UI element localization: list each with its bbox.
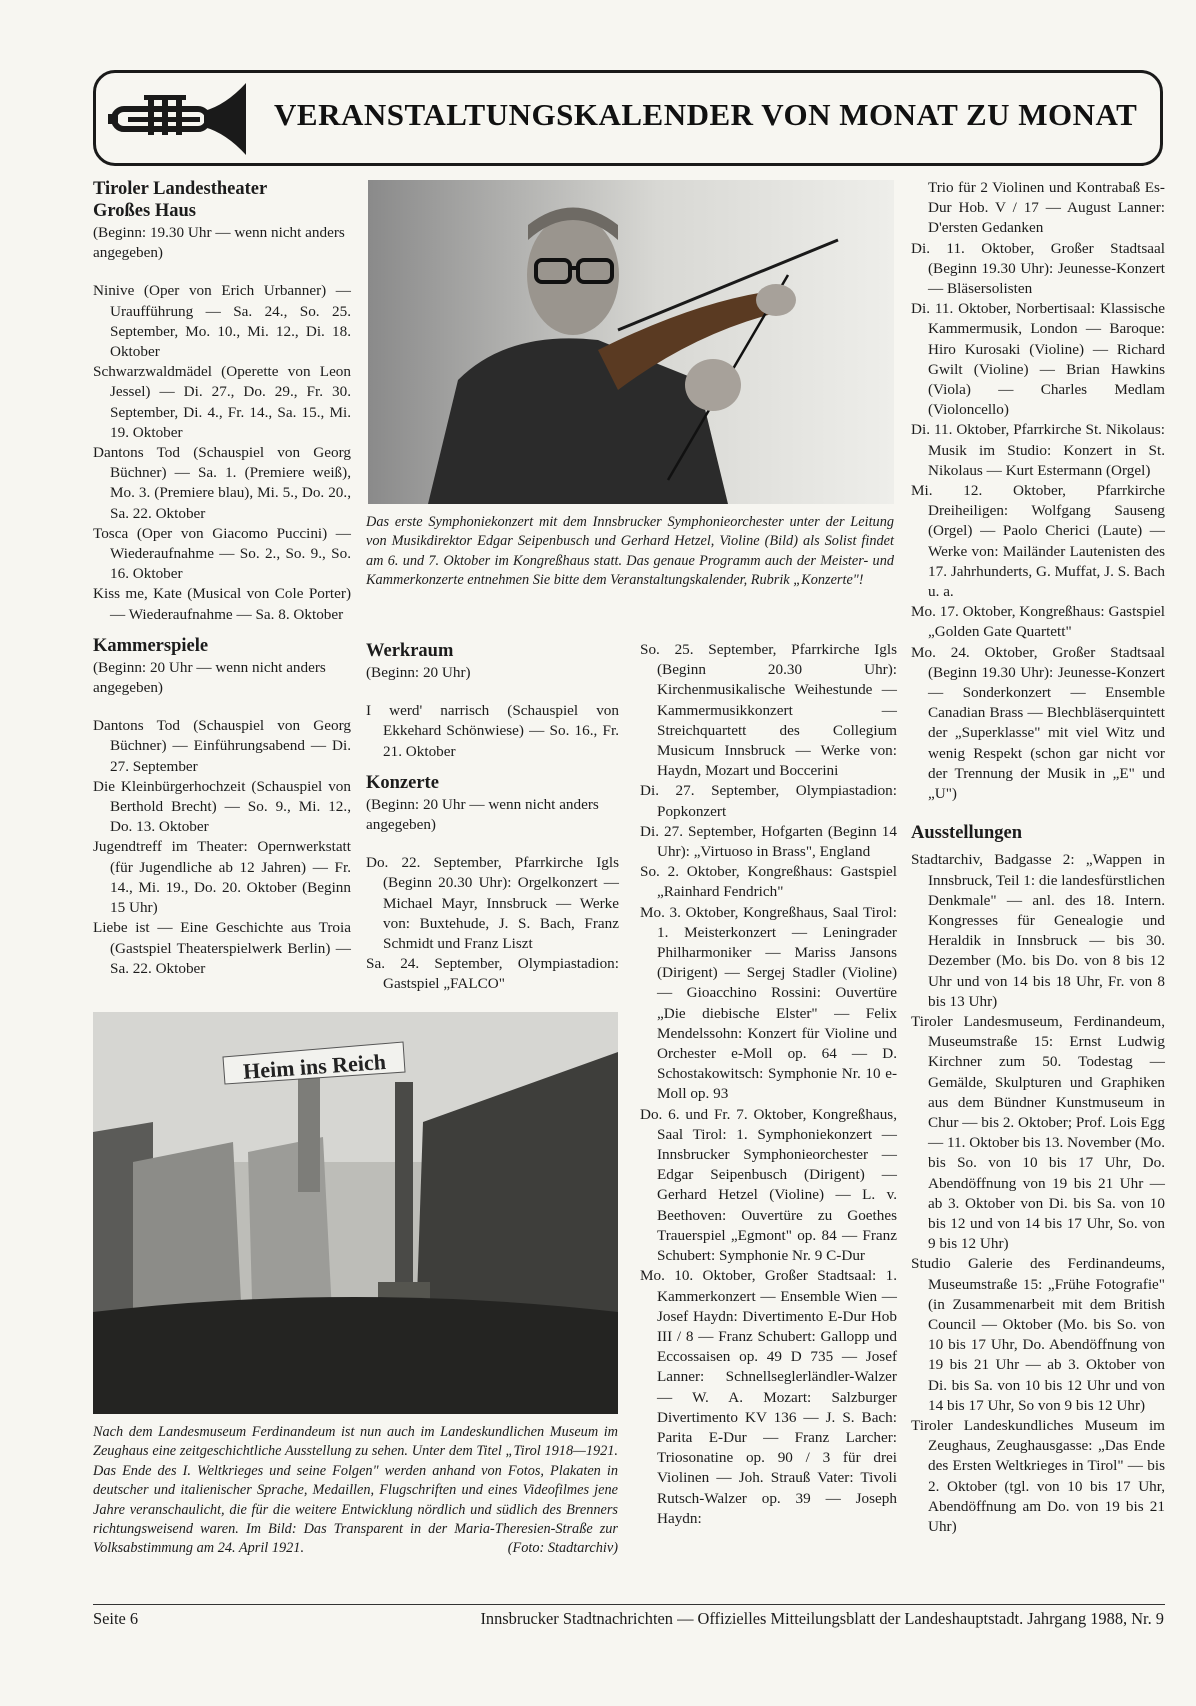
continued-entry: Trio für 2 Violinen und Kontrabaß Es-Dur Hob. V / 17 — August Lanner: D'ersten Gedanken — [928, 179, 1165, 237]
list-item: Di. 11. Oktober, Pfarrkirche St. Nikolaus: Musik im Studio: Konzert in St. Nikolaus — Kurt Estermann (Orgel) — [911, 421, 1165, 479]
list-item: Liebe ist — Eine Geschichte aus Troia (Gastspiel Theaterspielwerk Berlin) — Sa. 22. Oktober — [93, 919, 351, 977]
column-theater — [93, 178, 351, 979]
list-item: Ninive (Oper von Erich Urbanner) — Uraufführung — Sa. 24., So. 25. September, Mo. 10., Mi. 12., Di. 18. Oktober — [93, 282, 351, 361]
list-item: Tosca (Oper von Giacomo Puccini) — Wiederaufnahme — So. 2., So. 9., So. 16. Oktober — [93, 524, 351, 583]
page-number: Seite 6 — [93, 1609, 139, 1628]
column-konzerte-ausstellungen — [911, 178, 1165, 1537]
section-subtitle-grosses-haus: Großes Haus — [93, 201, 196, 221]
violinist-illustration — [368, 180, 894, 504]
kammer-entry-list — [93, 716, 351, 979]
historic-street-photo — [93, 1012, 618, 1414]
section-note: (Beginn: 20 Uhr — wenn nicht anders angegeben) — [93, 658, 326, 697]
trumpet-icon — [108, 81, 258, 157]
list-item: Studio Galerie des Ferdinandeums, Museumstraße 15: „Frühe Fotografie" (in Zusammenarbeit mit dem British Council — Oktober (Mo. bis So. von 10 bis 17 Uhr, Do. Abendöffnung von 19 bis 21 Uhr — ab 3. Oktober von Di. bis Sa. von 10 bis 12 Uhr und von 14 bis 17 Uhr, So von 9 bis 12 Uhr) — [911, 1255, 1165, 1414]
street-caption — [93, 1423, 618, 1559]
photo-credit: (Foto: Stadtarchiv) — [507, 1540, 618, 1557]
list-item: Mo. 24. Oktober, Großer Stadtsaal (Beginn 19.30 Uhr): Jeunesse-Konzert — Sonderkonzert — Ensemble Canadian Brass — Blechbläserquintett der „Superklasse" mit viel Witz und wenig Respekt (schon gar nicht vor der Trennung der Musik in „E" und „U") — [911, 643, 1165, 803]
section-title-ausstellungen: Ausstellungen — [911, 823, 1023, 844]
list-item: Schwarzwaldmädel (Operette von Leon Jessel) — Di. 27., Do. 29., Fr. 30. September, Di. 4., Fr. 14., Sa. 15., Mi. 19. Oktober — [93, 363, 351, 441]
list-item: Di. 11. Oktober, Großer Stadtsaal (Beginn 19.30 Uhr): Jeunesse-Konzert — Bläsersolisten — [911, 239, 1165, 298]
list-item: Do. 22. September, Pfarrkirche Igls (Beginn 20.30 Uhr): Orgelkonzert — Michael Mayr, Innsbruck — Werke von: Buxtehude, J. S. Bach, Franz Schmidt und Franz Liszt — [366, 854, 619, 953]
section-title-werkraum: Werkraum — [366, 641, 454, 661]
section-title-landestheater: Tiroler Landestheater — [93, 179, 268, 199]
list-item: Sa. 24. September, Olympiastadion: Gastspiel „FALCO" — [366, 955, 619, 993]
street-illustration — [93, 1012, 618, 1414]
list-item: Dantons Tod (Schauspiel von Georg Büchner) — Sa. 1. (Premiere weiß), Mo. 3. (Premiere blau), Mi. 5., Do. 20., Sa. 22. Oktober — [93, 444, 351, 522]
konzerte-entry-list-2 — [640, 640, 897, 1529]
list-item: Do. 6. und Fr. 7. Oktober, Kongreßhaus, Saal Tirol: 1. Symphoniekonzert — Innsbrucker Symphonieorchester — Edgar Seipenbusch (Dirigent) — Gerhard Hetzel (Violine) — L. v. Beethoven: Ouvertüre zu Goethes Trauerspiel „Egmont" op. 84 — Franz Schubert: Symphonie Nr. 9 C-Dur — [640, 1105, 897, 1265]
werkraum-entry-list — [366, 701, 619, 762]
footer-rule — [93, 1604, 1165, 1605]
theater-entry-list — [93, 281, 351, 624]
section-title-konzerte: Konzerte — [366, 772, 439, 793]
street-caption-text: Nach dem Landesmuseum Ferdinandeum ist nun auch im Landeskundlichen Museum im Zeughaus eine zeitgeschichtliche Ausstellung zu sehen. Unter dem Titel „Tirol 1918—1921. Das Ende des I. Weltkrieges und seine Folgen" werden anhand von Fotos, Plakaten in deutscher und italienischer Sprache, Medaillen, Flugschriften und eines Videofilmes jene Jahre veranschaulicht, die für die weitere Entwicklung nördlich und südlich des Brenners richtungsweisend waren. Im Bild: Das Transparent in der Maria-Theresien-Straße zur Volksabstimmung am 24. April 1921. — [93, 1424, 618, 1557]
ausstellungen-entry-list — [911, 850, 1165, 1537]
publication-line: Innsbrucker Stadtnachrichten — Offizielles Mitteilungsblatt der Landeshauptstadt. Jahrgang 1988, Nr. 9 — [480, 1609, 1164, 1628]
section-note: (Beginn: 20 Uhr) — [366, 664, 471, 681]
list-item: Jugendtreff im Theater: Opernwerkstatt (für Jugendliche ab 12 Jahren) — Fr. 14., Mi. 19., Do. 20. Oktober (Beginn 15 Uhr) — [93, 838, 351, 917]
list-item: Mo. 3. Oktober, Kongreßhaus, Saal Tirol: 1. Meisterkonzert — Leningrader Philharmoniker — Mariss Jansons (Dirigent) — Sergej Stadler (Violine) — Gioacchino Rossini: Ouvertüre „Die diebische Elster" — Felix Mendelssohn: Konzert für Violine und Orchester e-Moll op. 64 — D. Schostakowitsch: Symphonie Nr. 10 e-Moll op. 93 — [640, 903, 897, 1103]
list-item: Dantons Tod (Schauspiel von Georg Büchner) — Einführungsabend — Di. 27. September — [93, 717, 351, 775]
banner-text: Heim ins Reich — [242, 1048, 387, 1084]
list-item: Mo. 10. Oktober, Großer Stadtsaal: 1. Kammerkonzert — Ensemble Wien — Josef Haydn: Divertimento E-Dur Hob III / 8 — Franz Schubert: Gallopp und Eccossaisen op. 49 D 735 — Josef Lanner: Schnellsegler​ländler-Walzer — W. A. Mozart: Salzburger Divertimento KV 136 — J. S. Bach: Parita E-Dur — Franz Larcher: Triosonatine op. 90 / 3 für drei Violinen — Joh. Strauß Vater: Tivoli Rutsch-Walzer op. 39 — Joseph Haydn: — [640, 1267, 897, 1527]
konzerte-entry-list — [366, 853, 619, 994]
column-konzerte-continued — [640, 640, 897, 1529]
list-item: Die Kleinbürgerhochzeit (Schauspiel von Berthold Brecht) — So. 9., Mi. 12., Do. 13. Oktober — [93, 777, 351, 836]
konzerte-entry-list-3 — [911, 239, 1165, 805]
section-title-kammerspiele: Kammerspiele — [93, 635, 209, 656]
calendar-title: VERANSTALTUNGSKALENDER VON MONAT ZU MONAT — [274, 97, 1138, 132]
list-item: Di. 27. September, Hofgarten (Beginn 14 Uhr): „Virtuoso in Brass", England — [640, 822, 897, 861]
list-item: Kiss me, Kate (Musical von Cole Porter) — Wiederaufnahme — Sa. 8. Oktober — [93, 585, 351, 623]
list-item: Stadtarchiv, Badgasse 2: „Wappen in Innsbruck, Teil 1: die landesfürstlichen Denkmale" — anl. des 18. Intern. Kongresses für Genealogie und Heraldik in Innsbruck — bis 30. Dezember (Mo. bis Do. von 8 bis 12 Uhr und von 14 bis 18 Uhr, Fr. von 8 bis 13 Uhr) — [911, 851, 1165, 1010]
list-item: So. 25. September, Pfarrkirche Igls (Beginn 20.30 Uhr): Kirchenmusikalische Weihestunde — Kammermusikkonzert — Streichquartett des Collegium Musicum Innsbruck — Werke von: Haydn, Mozart und Boccerini — [640, 641, 897, 780]
violinist-caption: Das erste Symphoniekonzert mit dem Innsbrucker Symphonieorchester unter der Leitung von Musikdirektor Edgar Seipenbusch und Gerhard Hetzel, Violine (Bild) als Solist findet am 6. und 7. Oktober im Kongreßhaus statt. Das genaue Programm auch der Meister- und Kammerkonzerte entnehmen Sie bitte dem Veranstaltungskalender, Rubrik „Konzerte"! — [366, 514, 894, 589]
list-item: Di. 27. September, Olympiastadion: Popkonzert — [640, 782, 897, 820]
list-item: Mi. 12. Oktober, Pfarrkirche Dreiheiligen: Wolfgang Sauseng (Orgel) — Paolo Cherici (Laute) — Werke von: Mailänder Lautenisten des 17. Jahrhunderts, G. Muffat, J. S. Bach u. a. — [911, 482, 1165, 601]
list-item: Mo. 17. Oktober, Kongreßhaus: Gastspiel „Golden Gate Quartett" — [911, 603, 1165, 641]
section-note: (Beginn: 19.30 Uhr — wenn nicht anders angegeben) — [93, 224, 345, 262]
calendar-header — [93, 70, 1163, 166]
column-werkraum-konzerte — [366, 640, 619, 995]
list-item: Tiroler Landeskundliches Museum im Zeughaus, Zeughausgasse: „Das Ende des Ersten Weltkrieges in Tirol" — bis 2. Oktober (tgl. von 10 bis 17 Uhr, Abendöffnung am Do. von 19 bis 21 Uhr) — [911, 1416, 1165, 1535]
list-item: Di. 11. Oktober, Norbertisaal: Klassische Kammermusik, London — Baroque: Hiro Kurosaki (Violine) — Richard Gwilt (Violine) — Brian Hawkins (Viola) — Charles Medlam (Violoncello) — [911, 300, 1165, 419]
list-item: So. 2. Oktober, Kongreßhaus: Gastspiel „Rainhard Fendrich" — [640, 863, 897, 901]
list-item: Tiroler Landesmuseum, Ferdinandeum, Museumstraße 15: Ernst Ludwig Kirchner zum 50. Todestag — Gemälde, Skulpturen und Graphiken aus dem Bündner Kunstmuseum in Chur — bis 2. Oktober; Prof. Lois Egg — 11. Oktober bis 13. November (Mo. bis So. von 10 bis 17 Uhr, Do. Abendöffnung von 19 bis 21 Uhr — ab 3. Oktober von Di. bis Sa. von 10 bis 12 und von 14 bis 17 Uhr, So. von 9 bis 12 Uhr) — [911, 1012, 1165, 1253]
violinist-photo — [368, 180, 894, 504]
section-note: (Beginn: 20 Uhr — wenn nicht anders angegeben) — [366, 795, 599, 834]
list-item: I werd' narrisch (Schauspiel von Ekkehard Schönwiese) — So. 16., Fr. 21. Oktober — [366, 702, 619, 760]
